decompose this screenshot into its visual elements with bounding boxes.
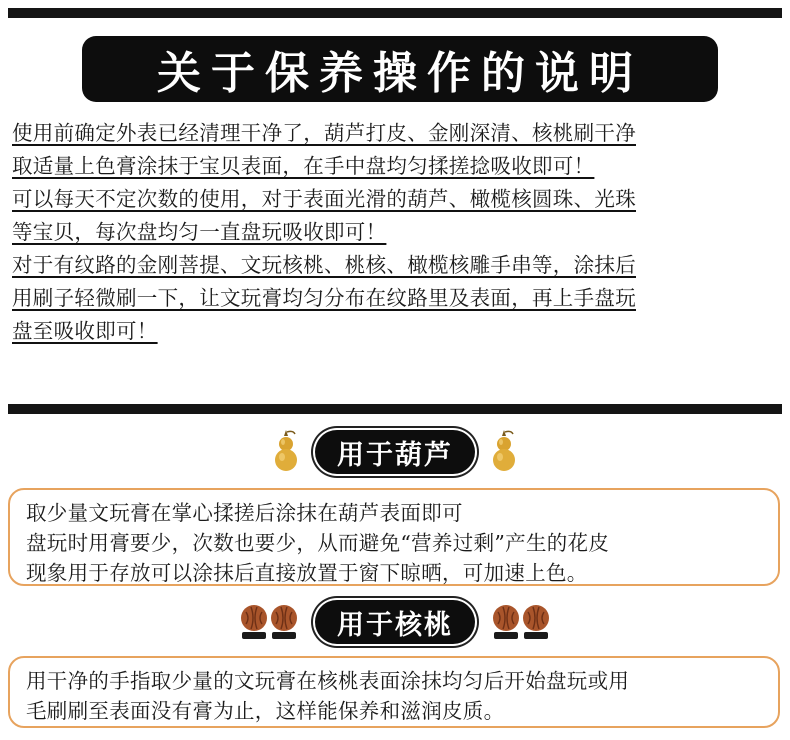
walnut-section-label: 用于核桃 bbox=[315, 600, 475, 644]
instructions-block bbox=[12, 118, 782, 349]
instruction-line: 对于有纹路的金刚菩提、文玩核桃、桃核、橄榄核雕手串等，涂抹后 bbox=[12, 253, 636, 277]
instruction-line: 用刷子轻微刷一下，让文玩膏均匀分布在纹路里及表面，再上手盘玩 bbox=[12, 286, 636, 310]
instruction-line: 取适量上色膏涂抹于宝贝表面，在手中盘均匀揉搓捻吸收即可！ bbox=[12, 154, 595, 178]
gourd-instructions-box bbox=[8, 488, 780, 586]
gourd-instruction-line: 取少量文玩膏在掌心揉搓后涂抹在葫芦表面即可 bbox=[26, 501, 463, 525]
section-divider bbox=[8, 404, 782, 414]
walnut-instruction-line: 用干净的手指取少量的文玩膏在核桃表面涂抹均匀后开始盘玩或用 bbox=[26, 669, 630, 693]
gourd-instruction-line: 现象用于存放可以涂抹后直接放置于窗下晾晒，可加速上色。 bbox=[26, 561, 588, 585]
instruction-line: 等宝贝，每次盘均匀一直盘玩吸收即可！ bbox=[12, 220, 387, 244]
gourd-instruction-line: 盘玩时用膏要少，次数也要少，从而避免“营养过剩”产生的花皮 bbox=[26, 531, 610, 555]
walnut-section-header bbox=[0, 598, 790, 646]
top-divider bbox=[8, 8, 782, 18]
gourd-icon bbox=[491, 428, 517, 476]
gourd-section-label: 用于葫芦 bbox=[315, 430, 475, 474]
walnut-pair-icon bbox=[239, 598, 299, 646]
instruction-line: 使用前确定外表已经清理干净了，葫芦打皮、金刚深清、核桃刷干净 bbox=[12, 121, 636, 145]
gourd-section-header bbox=[0, 428, 790, 476]
walnut-instruction-line: 毛刷刷至表面没有膏为止，这样能保养和滋润皮质。 bbox=[26, 699, 505, 723]
instruction-line: 可以每天不定次数的使用，对于表面光滑的葫芦、橄榄核圆珠、光珠 bbox=[12, 187, 636, 211]
title-banner bbox=[82, 36, 718, 102]
gourd-icon bbox=[273, 428, 299, 476]
page-title: 关于保养操作的说明 bbox=[157, 48, 643, 99]
instruction-line: 盘至吸收即可！ bbox=[12, 319, 158, 343]
walnut-pair-icon bbox=[491, 598, 551, 646]
walnut-instructions-box bbox=[8, 656, 780, 728]
